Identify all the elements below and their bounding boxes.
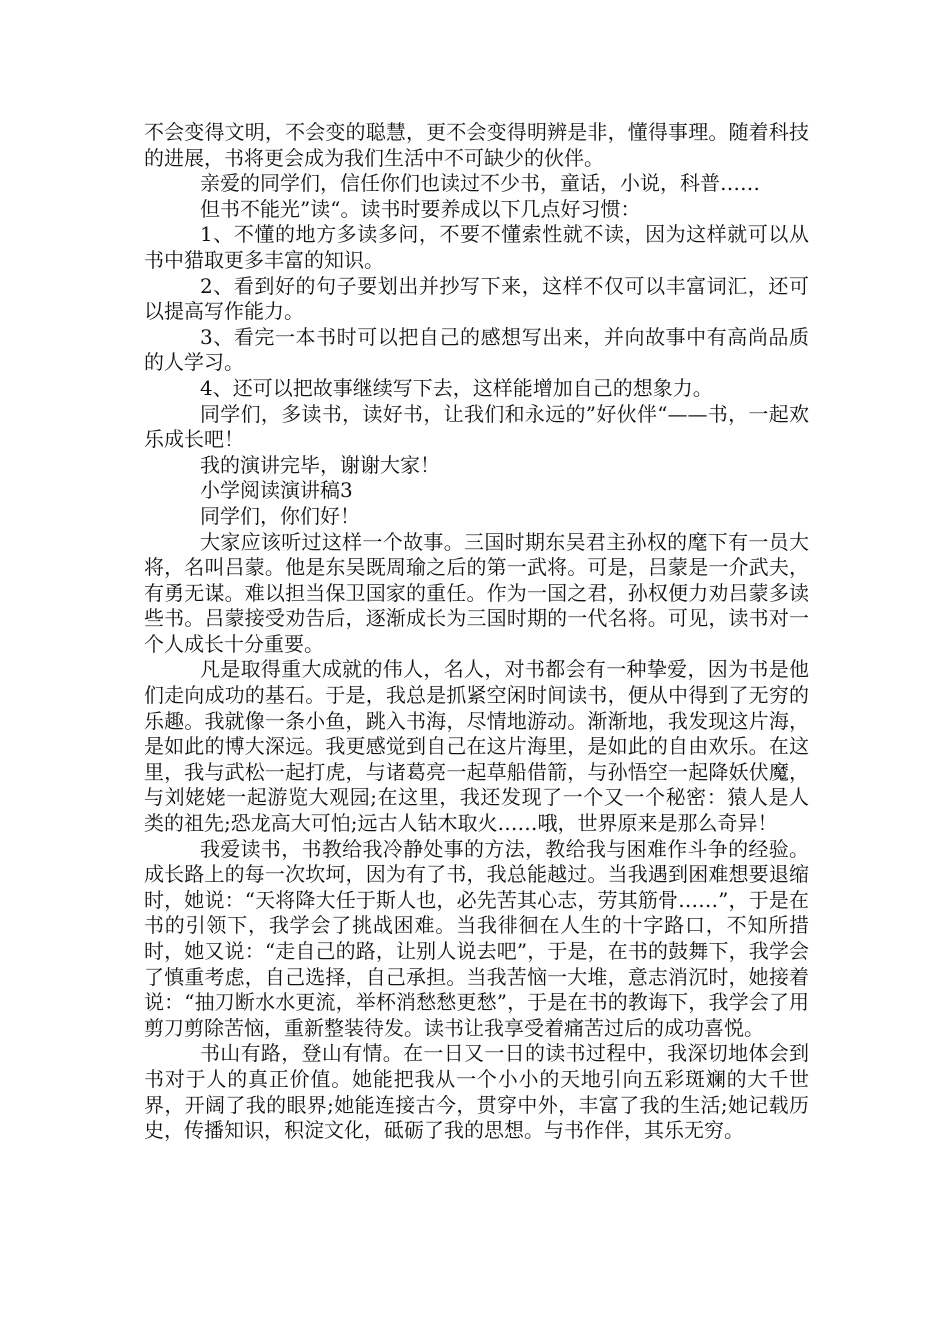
paragraph-love-reading: 我爱读书，书教给我冷静处事的方法，教给我与困难作斗争的经验。成长路上的每一次坎坷，因为有了书，我总能越过。当我遇到困难想要退缩时，她说：“天将降大任于斯人也，必先苦其心志，劳其筋骨……”，于是在书的引领下，我学会了挑战困难。当我徘徊在人生的十字路口，不知所措时，她又说：“走自己的路，让别人说去吧”，于是，在书的鼓舞下，我学会了慎重考虑，自己选择，自己承担。当我苦恼一大堆，意志消沉时，她接着说：“抽刀断水水更流，举杯消愁愁更愁”，于是在书的教诲下，我学会了用剪刀剪除苦恼，重新整装待发。读书让我享受着痛苦过后的成功喜悦。 bbox=[144, 836, 809, 1040]
paragraph-thanks: 我的演讲完毕，谢谢大家！ bbox=[200, 452, 440, 477]
paragraph-3: 但书不能光”读“。读书时要养成以下几点好习惯： bbox=[200, 196, 641, 221]
list-item-2: 2、看到好的句子要划出并抄写下来，这样不仅可以丰富词汇，还可以提高写作能力。 bbox=[144, 273, 809, 324]
paragraph-book-mountain: 书山有路，登山有情。在一日又一日的读书过程中，我深切地体会到书对于人的真正价值。她能把我从一个小小的天地引向五彩斑斓的大千世界，开阔了我的眼界;她能连接古今，贯穿中外，丰富了我的生活;她记载历史，传播知识，积淀文化，砥砺了我的思想。与书作伴，其乐无穷。 bbox=[144, 1041, 809, 1143]
paragraph-closing: 同学们，多读书，读好书，让我们和永远的”好伙伴“——书，一起欢乐成长吧！ bbox=[144, 401, 809, 452]
section-title: 小学阅读演讲稿3 bbox=[200, 478, 353, 503]
list-item-1: 1、不懂的地方多读多问，不要不懂索性就不读，因为这样就可以从书中猎取更多丰富的知识。 bbox=[144, 222, 809, 272]
paragraph-story: 大家应该听过这样一个故事。三国时期东吴君主孙权的麾下有一员大将，名叫吕蒙。他是东吴既周瑜之后的第一武将。可是，吕蒙是一介武夫，有勇无谋。难以担当保卫国家的重任。作为一国之君，孙权便力劝吕蒙多读些书。吕蒙接受劝告后，逐渐成长为三国时期的一代名将。可见，读书对一个人成长十分重要。 bbox=[144, 529, 809, 656]
list-item-3: 3、看完一本书时可以把自己的感想写出来，并向故事中有高尚品质的人学习。 bbox=[144, 324, 809, 375]
list-item-4: 4、还可以把故事继续写下去，这样能增加自己的想象力。 bbox=[200, 375, 713, 400]
paragraph-great-people: 凡是取得重大成就的伟人，名人，对书都会有一种挚爱，因为书是他们走向成功的基石。于是，我总是抓紧空闲时间读书，便从中得到了无穷的乐趣。我就像一条小鱼，跳入书海，尽情地游动。渐渐地，我发现这片海，是如此的博大深远。我更感觉到自己在这片海里，是如此的自由欢乐。在这里，我与武松一起打虎，与诸葛亮一起草船借箭，与孙悟空一起降妖伏魔，与刘姥姥一起游览大观园;在这里，我还发现了一个又一个秘密：猿人是人类的祖先;恐龙高大可怕;远古人钻木取火……哦，世界原来是那么奇异！ bbox=[144, 657, 809, 836]
paragraph-1: 不会变得文明，不会变的聪慧，更不会变得明辨是非，懂得事理。随着科技的进展，书将更会成为我们生活中不可缺少的伙伴。 bbox=[144, 120, 809, 170]
greeting: 同学们，你们好！ bbox=[200, 503, 360, 528]
document-page bbox=[144, 120, 809, 1144]
paragraph-2: 亲爱的同学们，信任你们也读过不少书，童话，小说，科普…… bbox=[200, 171, 760, 196]
